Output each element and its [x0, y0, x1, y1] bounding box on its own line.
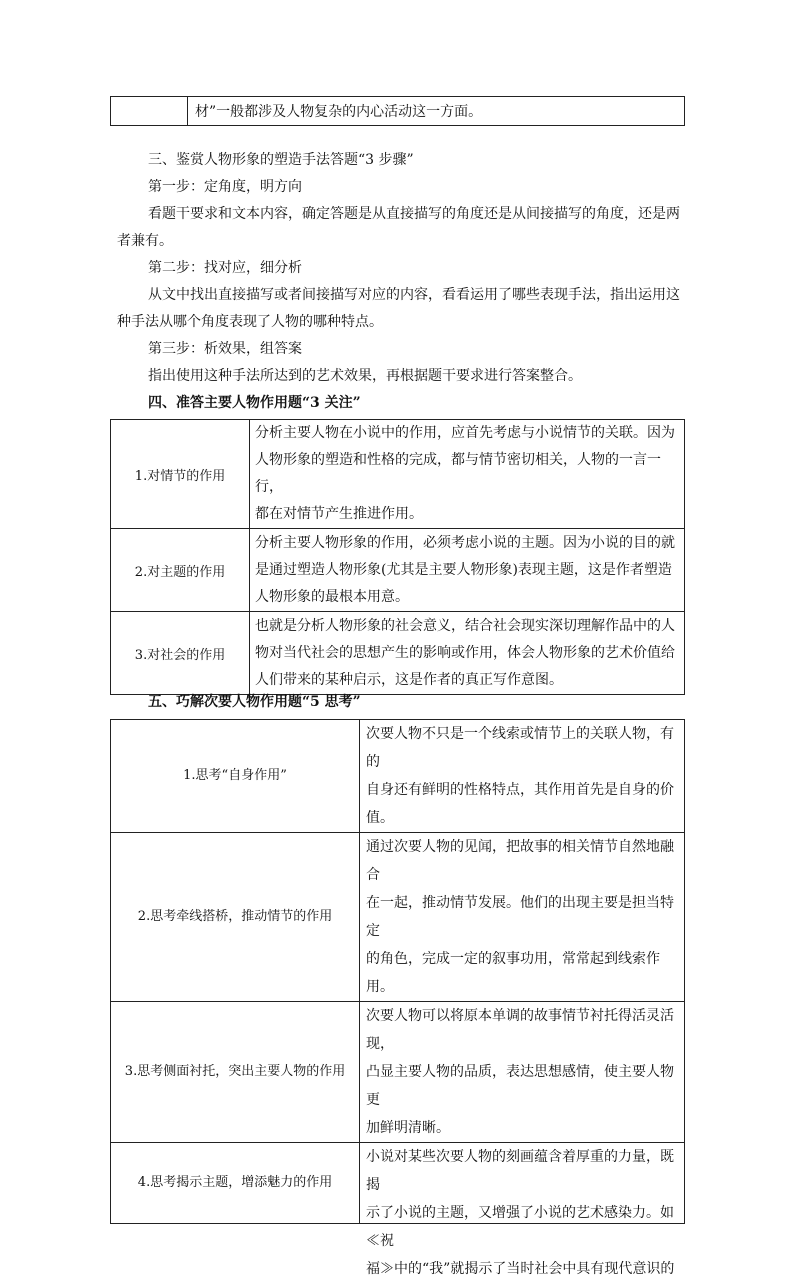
text-line: 物对当代社会的思想产生的影响或作用，体会人物形象的艺术价值给	[255, 644, 675, 661]
text-line: 分析主要人物在小说中的作用，应首先考虑与小说情节的关联。因为	[255, 425, 675, 441]
section5-table	[110, 719, 685, 1277]
text-line: 人物形象的最根本用意。	[255, 588, 409, 605]
text-line: 的角色，完成一定的叙事功用，常常起到线索作用。	[366, 951, 660, 995]
table-row	[111, 720, 685, 833]
text-line: 次要人物不只是一个线索或情节上的关联人物，有的	[366, 726, 674, 770]
text-line: 是通过塑造人物形象(尤其是主要人物形象)表现主题，这是作者塑造	[255, 561, 672, 578]
text-line: 在一起，推动情节发展。他们的出现主要是担当特定	[366, 895, 674, 939]
row-label: 1.思考“自身作用”	[111, 720, 360, 833]
row-text	[360, 833, 685, 1002]
section4-table	[110, 419, 685, 695]
row-text	[250, 612, 685, 695]
row-text	[360, 1002, 685, 1143]
table-cell-empty	[111, 97, 188, 126]
text-line: 也就是分析人物形象的社会意义，结合社会现实深切理解作品中的人	[255, 617, 675, 634]
row-label: 4.思考揭示主题，增添魅力的作用	[111, 1143, 360, 1224]
text-line: 凸显主要人物的品质，表达思想感情，使主要人物更	[366, 1064, 674, 1108]
continuation-table	[110, 96, 685, 126]
table-row	[111, 529, 685, 612]
table-row	[111, 1002, 685, 1143]
step1-title: 第一步：定角度，明方向	[148, 179, 302, 195]
text-line: 通过次要人物的见闻，把故事的相关情节自然地融合	[366, 839, 674, 883]
row-text	[360, 720, 685, 833]
row-label: 2.对主题的作用	[111, 529, 250, 612]
table-cell-text: 材”一般都涉及人物复杂的内心活动这一方面。	[188, 97, 685, 126]
table-row	[111, 833, 685, 1002]
step3-title: 第三步：析效果，组答案	[148, 341, 302, 357]
text-line: 人们带来的某种启示，这是作者的真正写作意图。	[255, 671, 563, 688]
text-line: 福≫中的“我”就揭示了当时社会中具有现代意识的	[366, 1261, 675, 1277]
text-line: 分析主要人物形象的作用，必须考虑小说的主题。因为小说的目的就	[255, 534, 675, 551]
section4-heading: 四、准答主要人物作用题“3 关注”	[148, 395, 361, 411]
section5-heading: 五、巧解次要人物作用题“5 思考”	[148, 694, 361, 710]
text-line: 小说对某些次要人物的刻画蕴含着厚重的力量，既揭	[366, 1149, 674, 1193]
table-row	[111, 1143, 685, 1224]
row-label: 2.思考牵线搭桥，推动情节的作用	[111, 833, 360, 1002]
row-label: 3.对社会的作用	[111, 612, 250, 695]
text-line: 示了小说的主题，又增强了小说的艺术感染力。如≪祝	[366, 1205, 674, 1249]
step3-paragraph: 指出使用这种手法所达到的艺术效果，再根据题干要求进行答案整合。	[148, 368, 582, 384]
text-line: 加鲜明清晰。	[366, 1120, 450, 1136]
step2-title: 第二步：找对应，细分析	[148, 260, 302, 276]
table-row	[111, 420, 685, 529]
row-text	[250, 420, 685, 529]
table-row	[111, 612, 685, 695]
step2-paragraph-line1: 从文中找出直接描写或者间接描写对应的内容，看看运用了哪些表现手法，指出运用这	[148, 287, 680, 303]
step1-paragraph-line2: 者兼有。	[117, 233, 173, 249]
step1-paragraph-line1: 看题干要求和文本内容，确定答题是从直接描写的角度还是从间接描写的角度，还是两	[148, 206, 680, 222]
text-line: 人物形象的塑造和性格的完成，都与情节密切相关，人物的一言一行，	[255, 452, 661, 495]
row-text	[360, 1143, 685, 1277]
table-row	[111, 97, 685, 126]
section3-heading: 三、鉴赏人物形象的塑造手法答题“3 步骤”	[148, 152, 414, 168]
text-line: 都在对情节产生推进作用。	[255, 506, 423, 522]
row-label: 1.对情节的作用	[111, 420, 250, 529]
row-label: 3.思考侧面衬托，突出主要人物的作用	[111, 1002, 360, 1143]
text-clip	[366, 1143, 678, 1277]
text-line: 次要人物可以将原本单调的故事情节衬托得活灵活现，	[366, 1008, 674, 1052]
step2-paragraph-line2: 种手法从哪个角度表现了人物的哪种特点。	[117, 314, 383, 330]
text-line: 自身还有鲜明的性格特点，其作用首先是自身的价值。	[366, 782, 674, 826]
row-text	[250, 529, 685, 612]
